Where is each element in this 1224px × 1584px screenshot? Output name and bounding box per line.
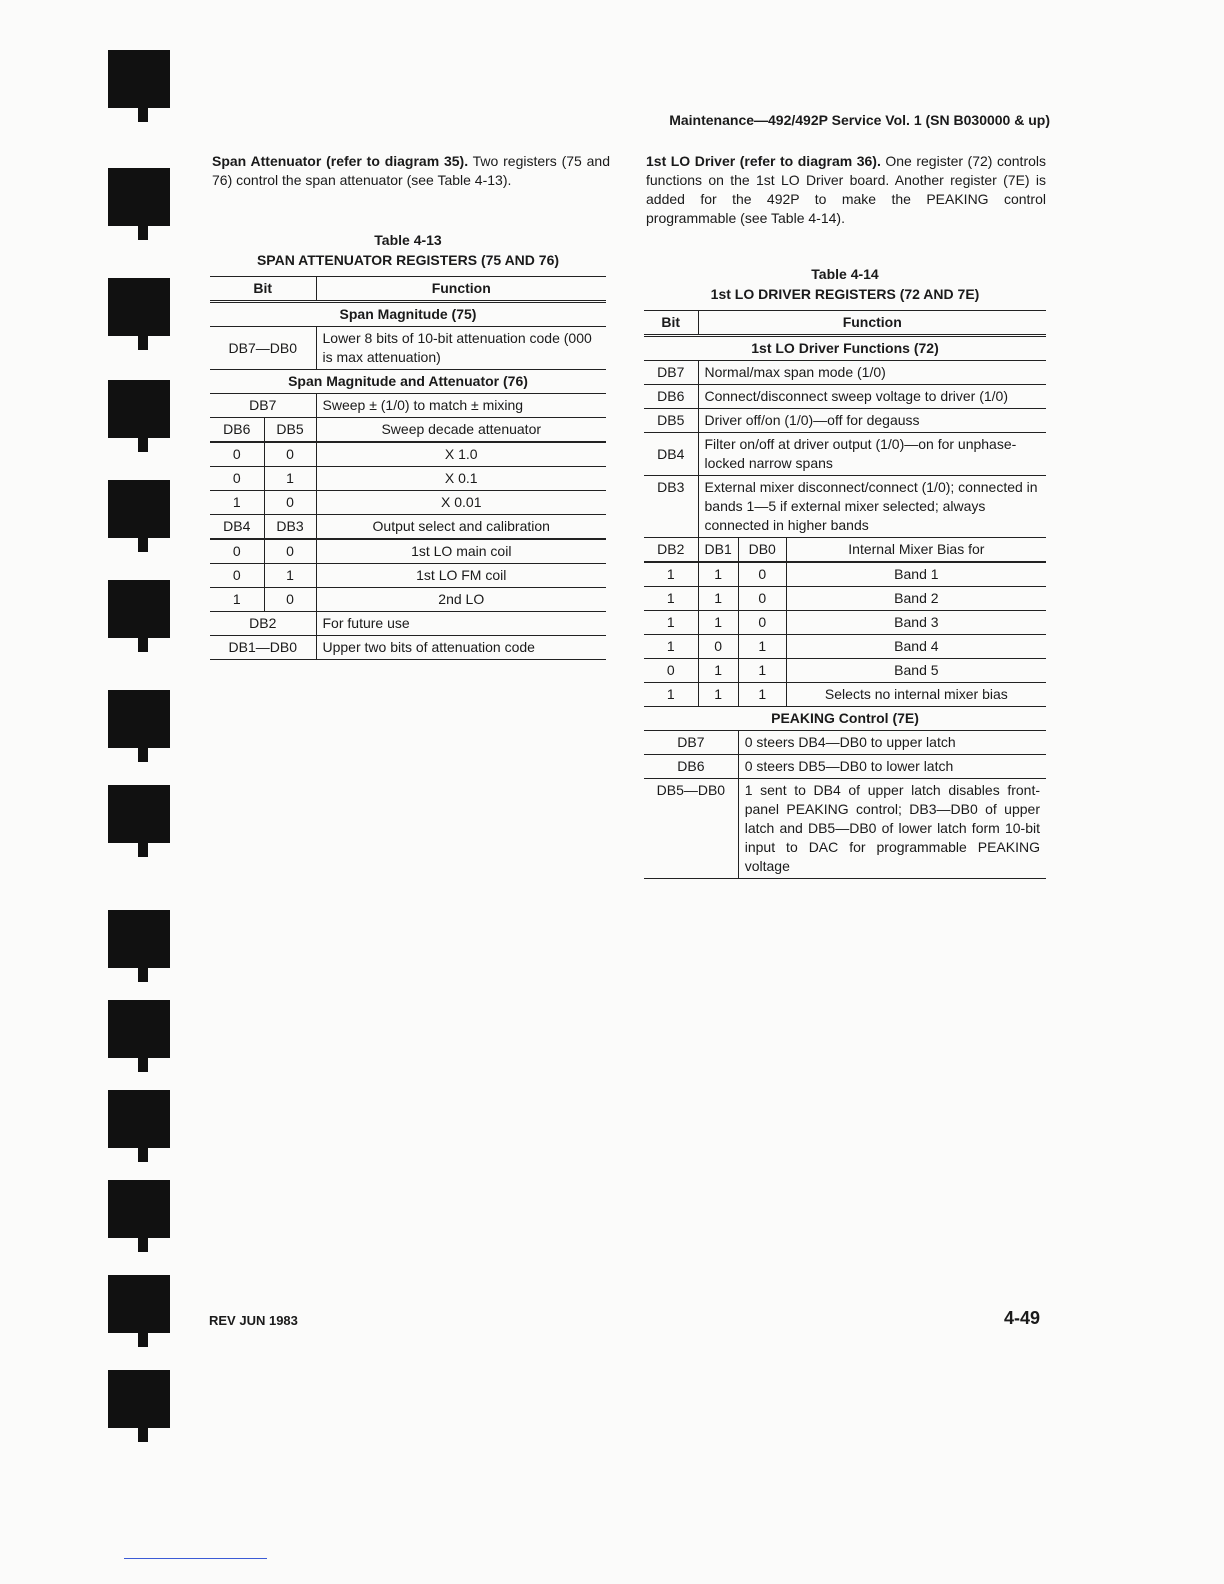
table-4-13-number: Table 4-13	[374, 232, 442, 248]
bit-cell: 0	[264, 588, 316, 612]
bit-cell: DB2	[644, 538, 698, 563]
function-cell: Sweep ± (1/0) to match ± mixing	[316, 394, 606, 418]
function-cell: Internal Mixer Bias for	[786, 538, 1046, 563]
table-row	[644, 635, 1046, 659]
function-cell: Band 5	[786, 659, 1046, 683]
table-row	[210, 564, 606, 588]
table-row	[644, 361, 1046, 385]
function-cell: Band 4	[786, 635, 1046, 659]
table-4-14-title: 1st LO DRIVER REGISTERS (72 AND 7E)	[710, 286, 980, 302]
table-4-13-caption	[210, 230, 606, 270]
function-cell: 0 steers DB5—DB0 to lower latch	[738, 755, 1046, 779]
bit-cell: 0	[264, 442, 316, 467]
function-cell: For future use	[316, 612, 606, 636]
bit-cell: 1	[210, 588, 264, 612]
function-cell: Upper two bits of attenuation code	[316, 636, 606, 660]
bit-cell: DB7—DB0	[210, 327, 316, 370]
bit-cell: 1	[644, 635, 698, 659]
function-cell: X 0.1	[316, 467, 606, 491]
table-row	[644, 731, 1046, 755]
bit-cell: 1	[644, 587, 698, 611]
bit-cell: DB5	[264, 418, 316, 443]
bit-cell: DB3	[264, 515, 316, 540]
lo-driver-heading: 1st LO Driver (refer to diagram 36).	[646, 153, 881, 169]
lo-driver-text: One register (72) controls functions on the 1st LO Driver board. Another register (7E) is added for the 492P to make the PEAKING control programmable (see Table 4-14).	[646, 153, 1046, 226]
section-header: Span Magnitude (75)	[210, 302, 606, 327]
bit-cell: DB5	[644, 409, 698, 433]
function-cell: Connect/disconnect sweep voltage to driver (1/0)	[698, 385, 1046, 409]
page-header: Maintenance—492/492P Service Vol. 1 (SN B030000 & up)	[669, 112, 1050, 128]
section-header: 1st LO Driver Functions (72)	[644, 336, 1046, 361]
column-header-function: Function	[698, 311, 1046, 336]
table-row	[644, 385, 1046, 409]
bit-cell: 0	[210, 467, 264, 491]
table-row	[210, 418, 606, 443]
bottom-rule	[124, 1558, 267, 1559]
function-cell: Selects no internal mixer bias	[786, 683, 1046, 707]
function-cell: 2nd LO	[316, 588, 606, 612]
span-attenuator-text: Two registers (75 and 76) control the span attenuator (see Table 4-13).	[212, 153, 610, 188]
bit-cell: 1	[738, 635, 786, 659]
column-header-bit: Bit	[644, 311, 698, 336]
table-4-14	[644, 310, 1046, 879]
bit-cell: 1	[698, 683, 738, 707]
lo-driver-paragraph	[646, 152, 1046, 228]
table-row	[210, 327, 606, 370]
bit-cell: DB5—DB0	[644, 779, 738, 879]
table-row	[210, 442, 606, 467]
bit-cell: 0	[210, 442, 264, 467]
function-cell: Band 1	[786, 562, 1046, 587]
function-cell: Band 3	[786, 611, 1046, 635]
span-attenuator-paragraph	[212, 152, 610, 190]
bit-cell: DB6	[644, 385, 698, 409]
bit-cell: 1	[264, 564, 316, 588]
table-4-13	[210, 276, 606, 660]
table-row	[210, 612, 606, 636]
bit-cell: DB6	[210, 418, 264, 443]
bit-cell: DB7	[644, 361, 698, 385]
table-row	[210, 515, 606, 540]
table-row	[644, 659, 1046, 683]
function-cell: Normal/max span mode (1/0)	[698, 361, 1046, 385]
bit-cell: DB7	[644, 731, 738, 755]
bit-cell: DB1	[698, 538, 738, 563]
bit-cell: 1	[698, 562, 738, 587]
table-row	[644, 433, 1046, 476]
function-cell: Driver off/on (1/0)—off for degauss	[698, 409, 1046, 433]
table-row	[210, 491, 606, 515]
bit-cell: DB4	[644, 433, 698, 476]
bit-cell: 1	[698, 587, 738, 611]
table-row	[644, 562, 1046, 587]
bit-cell: 0	[698, 635, 738, 659]
table-4-14-caption	[644, 264, 1046, 304]
bit-cell: 1	[738, 683, 786, 707]
bit-cell: 0	[264, 539, 316, 564]
bit-cell: 1	[644, 611, 698, 635]
section-header: Span Magnitude and Attenuator (76)	[210, 370, 606, 394]
bit-cell: DB0	[738, 538, 786, 563]
table-row	[210, 394, 606, 418]
bit-cell: DB1—DB0	[210, 636, 316, 660]
spiral-binding	[108, 50, 178, 1450]
function-cell: 1 sent to DB4 of upper latch disables front-panel PEAKING control; DB3—DB0 of upper latch and DB5—DB0 of lower latch form 10-bit input to DAC for programmable PEAKING voltage	[738, 779, 1046, 879]
function-cell: Lower 8 bits of 10-bit attenuation code (000 is max attenuation)	[316, 327, 606, 370]
bit-cell: 1	[644, 683, 698, 707]
bit-cell: 1	[698, 659, 738, 683]
bit-cell: 1	[264, 467, 316, 491]
bit-cell: DB7	[210, 394, 316, 418]
table-row	[210, 467, 606, 491]
table-row	[644, 587, 1046, 611]
table-row	[210, 588, 606, 612]
bit-cell: 0	[738, 562, 786, 587]
function-cell: 1st LO FM coil	[316, 564, 606, 588]
function-cell: Band 2	[786, 587, 1046, 611]
bit-cell: 0	[210, 539, 264, 564]
bit-cell: 0	[264, 491, 316, 515]
span-attenuator-heading: Span Attenuator (refer to diagram 35).	[212, 153, 469, 169]
bit-cell: 0	[738, 587, 786, 611]
bit-cell: DB3	[644, 476, 698, 538]
bit-cell: 0	[644, 659, 698, 683]
table-row	[644, 683, 1046, 707]
bit-cell: 1	[644, 562, 698, 587]
function-cell: 0 steers DB4—DB0 to upper latch	[738, 731, 1046, 755]
table-4-13-title: SPAN ATTENUATOR REGISTERS (75 AND 76)	[256, 252, 560, 268]
function-cell: External mixer disconnect/connect (1/0); connected in bands 1—5 if external mixer selected; always connected in higher bands	[698, 476, 1046, 538]
table-row	[210, 636, 606, 660]
page-number: 4-49	[1004, 1308, 1041, 1328]
function-cell: 1st LO main coil	[316, 539, 606, 564]
table-row	[644, 779, 1046, 879]
function-cell: Sweep decade attenuator	[316, 418, 606, 443]
function-cell: X 0.01	[316, 491, 606, 515]
table-row	[644, 755, 1046, 779]
bit-cell: 0	[210, 564, 264, 588]
function-cell: X 1.0	[316, 442, 606, 467]
bit-cell: DB2	[210, 612, 316, 636]
bit-cell: 1	[210, 491, 264, 515]
bit-cell: 1	[738, 659, 786, 683]
section-header: PEAKING Control (7E)	[644, 707, 1046, 731]
revision-date: REV JUN 1983	[209, 1313, 298, 1328]
table-4-14-number: Table 4-14	[811, 266, 879, 282]
table-row	[210, 539, 606, 564]
column-header-bit: Bit	[210, 277, 316, 302]
bit-cell: DB4	[210, 515, 264, 540]
table-row	[644, 409, 1046, 433]
table-row	[644, 611, 1046, 635]
bit-cell: DB6	[644, 755, 738, 779]
bit-cell: 0	[738, 611, 786, 635]
bit-cell: 1	[698, 611, 738, 635]
column-header-function: Function	[316, 277, 606, 302]
function-cell: Output select and calibration	[316, 515, 606, 540]
table-row	[644, 476, 1046, 538]
table-row	[644, 538, 1046, 563]
function-cell: Filter on/off at driver output (1/0)—on for unphase-locked narrow spans	[698, 433, 1046, 476]
